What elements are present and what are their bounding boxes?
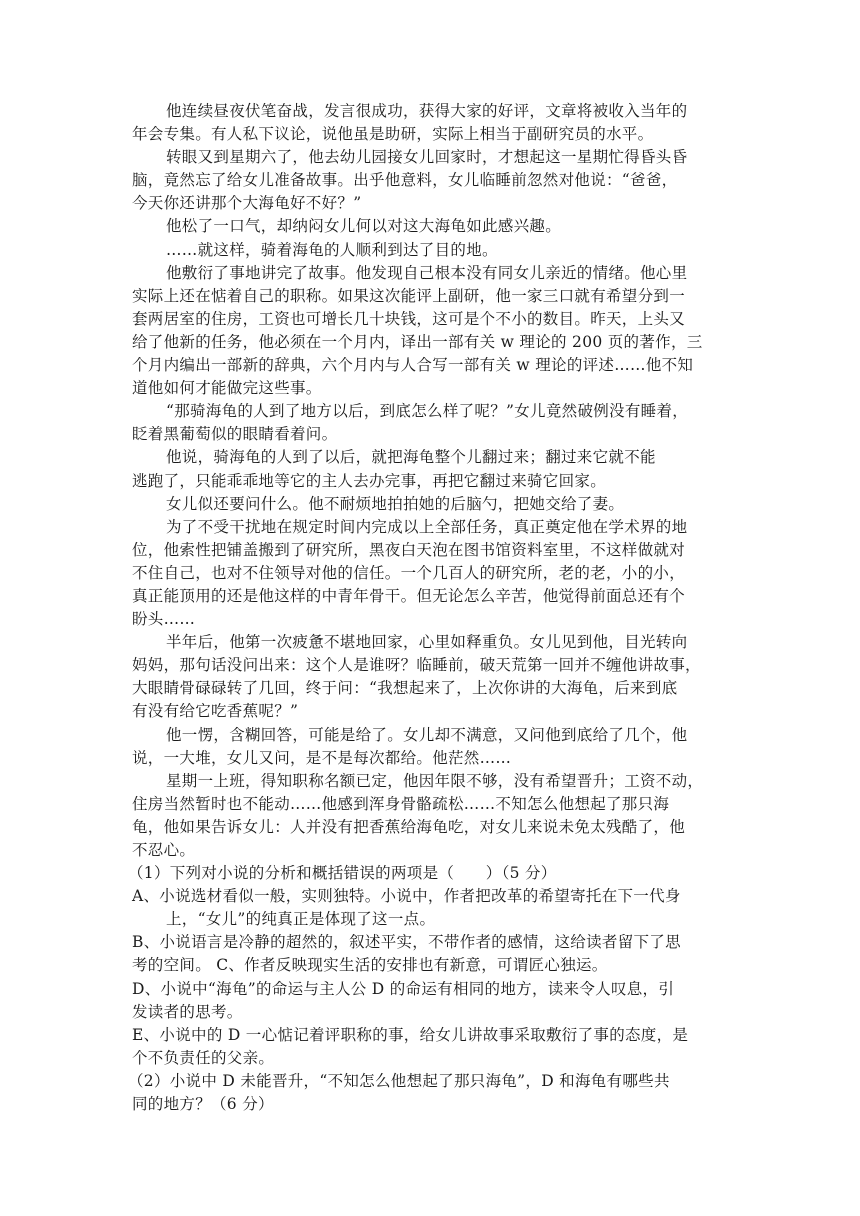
text-line: 他说，骑海龟的人到了以后，就把海龟整个儿翻过来；翻过来它就不能 (166, 448, 656, 467)
text-line: 他松了一口气，却纳闷女儿何以对这大海龟如此感兴趣。 (166, 217, 562, 236)
text-line: 逃跑了，只能乖乖地等它的主人去办完事，再把它翻过来骑它回家。 (132, 471, 607, 490)
text-line: 半年后，他第一次疲惫不堪地回家，心里如释重负。女儿见到他，目光转向 (166, 633, 688, 652)
text-line: 考的空间。 C、作者反映现实生活的安排也有新意，可谓匠心独运。 (132, 956, 608, 975)
text-line: ……就这样，骑着海龟的人顺利到达了目的地。 (166, 240, 498, 259)
text-line: 不住自己，也对不住领导对他的信任。一个几百人的研究所，老的老，小的小， (132, 563, 686, 582)
text-line: 实际上还在惦着自己的职称。如果这次能评上副研，他一家三口就有希望分到一 (132, 286, 686, 305)
text-line: 给了他新的任务，他必须在一个月内，译出一部有关 w 理论的 200 页的著作，三 (132, 332, 703, 351)
text-line: 个不负责任的父亲。 (132, 1048, 275, 1067)
text-line: 今天你还讲那个大海龟好不好？” (132, 194, 362, 213)
text-line: 位，他索性把铺盖搬到了研究所，黑夜白天泡在图书馆资料室里，不这样做就对 (132, 540, 686, 559)
text-line: 真正能顶用的还是他这样的中青年骨干。但无论怎么辛苦，他觉得前面总还有个 (132, 586, 686, 605)
text-line: 年会专集。有人私下议论，说他虽是助研，实际上相当于副研究员的水平。 (132, 125, 654, 144)
text-line: “那骑海龟的人到了地方以后，到底怎么样了呢？”女儿竟然破例没有睡着， (166, 402, 689, 421)
text-line: 套两居室的住房，工资也可增长几十块钱，这可是个不小的数目。昨天，上头又 (132, 309, 686, 328)
text-line: 他一愣，含糊回答，可能是给了。女儿却不满意，又问他到底给了几个，他 (166, 725, 688, 744)
text-line: 脑，竟然忘了给女儿准备故事。出乎他意料，女儿临睡前忽然对他说：“爸爸， (132, 171, 678, 190)
document-page (128, 100, 732, 1116)
text-line: 盼头…… (132, 610, 196, 629)
text-line: 妈妈，那句话没问出来：这个人是谁呀？临睡前，破天荒第一回并不缠他讲故事， (132, 656, 701, 675)
text-line: 转眼又到星期六了，他去幼儿园接女儿回家时，才想起这一星期忙得昏头昏 (166, 148, 688, 167)
question-line: （2）小说中 D 未能晋升，“不知怎么他想起了那只海龟”，D 和海龟有哪些共 (128, 1071, 670, 1090)
text-line: 他敷衍了事地讲完了故事。他发现自己根本没有同女儿亲近的情绪。他心里 (166, 263, 688, 282)
text-line: 他连续昼夜伏笔奋战，发言很成功，获得大家的好评，文章将被收入当年的 (166, 102, 688, 120)
text-line: 大眼睛骨碌碌转了几回，终于问：“我想起来了，上次你讲的大海龟，后来到底 (132, 679, 678, 698)
text-line: B、小说语言是冷静的超然的，叙述平实，不带作者的感情，这给读者留下了思 (132, 933, 681, 952)
text-line: 说，一大堆，女儿又问，是不是每次都给。他茫然…… (132, 748, 512, 767)
text-line: D、小说中“海龟”的命运与主人公 D 的命运有相同的地方，读来令人叹息，引 (132, 979, 675, 998)
text-line: 眨着黑葡萄似的眼睛看着问。 (132, 425, 338, 444)
text-line: 道他如何才能做完这些事。 (132, 379, 322, 398)
text-line: 龟，他如果告诉女儿：人并没有把香蕉给海龟吃，对女儿来说未免太残酷了，他 (132, 817, 686, 836)
text-line: E、小说中的 D 一心惦记着评职称的事，给女儿讲故事采取敷衍了事的态度，是 (132, 1025, 689, 1044)
text-line: 住房当然暂时也不能动……他感到浑身骨骼疏松……不知怎么他想起了那只海 (132, 794, 670, 813)
text-line: 个月内编出一部新的辞典，六个月内与人合写一部有关 w 理论的评述……他不知 (132, 356, 694, 375)
text-line: 女儿似还要问什么。他不耐烦地拍拍她的后脑勺，把她交给了妻。 (166, 494, 625, 513)
question-line: （1）下列对小说的分析和概括错误的两项是（ ）（5 分） (128, 864, 557, 883)
text-line: 上，“女儿”的纯真正是体现了这一点。 (166, 910, 436, 929)
text-line: 不忍心。 (132, 841, 196, 859)
text-line: 为了不受干扰地在规定时间内完成以上全部任务，真正奠定他在学术界的地 (166, 517, 688, 536)
text-line: 星期一上班，得知职称名额已定，他因年限不够，没有希望晋升；工资不动， (166, 771, 704, 790)
text-line: 发读者的思考。 (132, 1002, 243, 1021)
text-line: 有没有给它吃香蕉呢？” (132, 702, 299, 721)
text-line: 同的地方？（6 分） (132, 1095, 274, 1114)
text-line: A、小说选材看似一般，实则独特。小说中，作者把改革的希望寄托在下一代身 (132, 887, 681, 906)
